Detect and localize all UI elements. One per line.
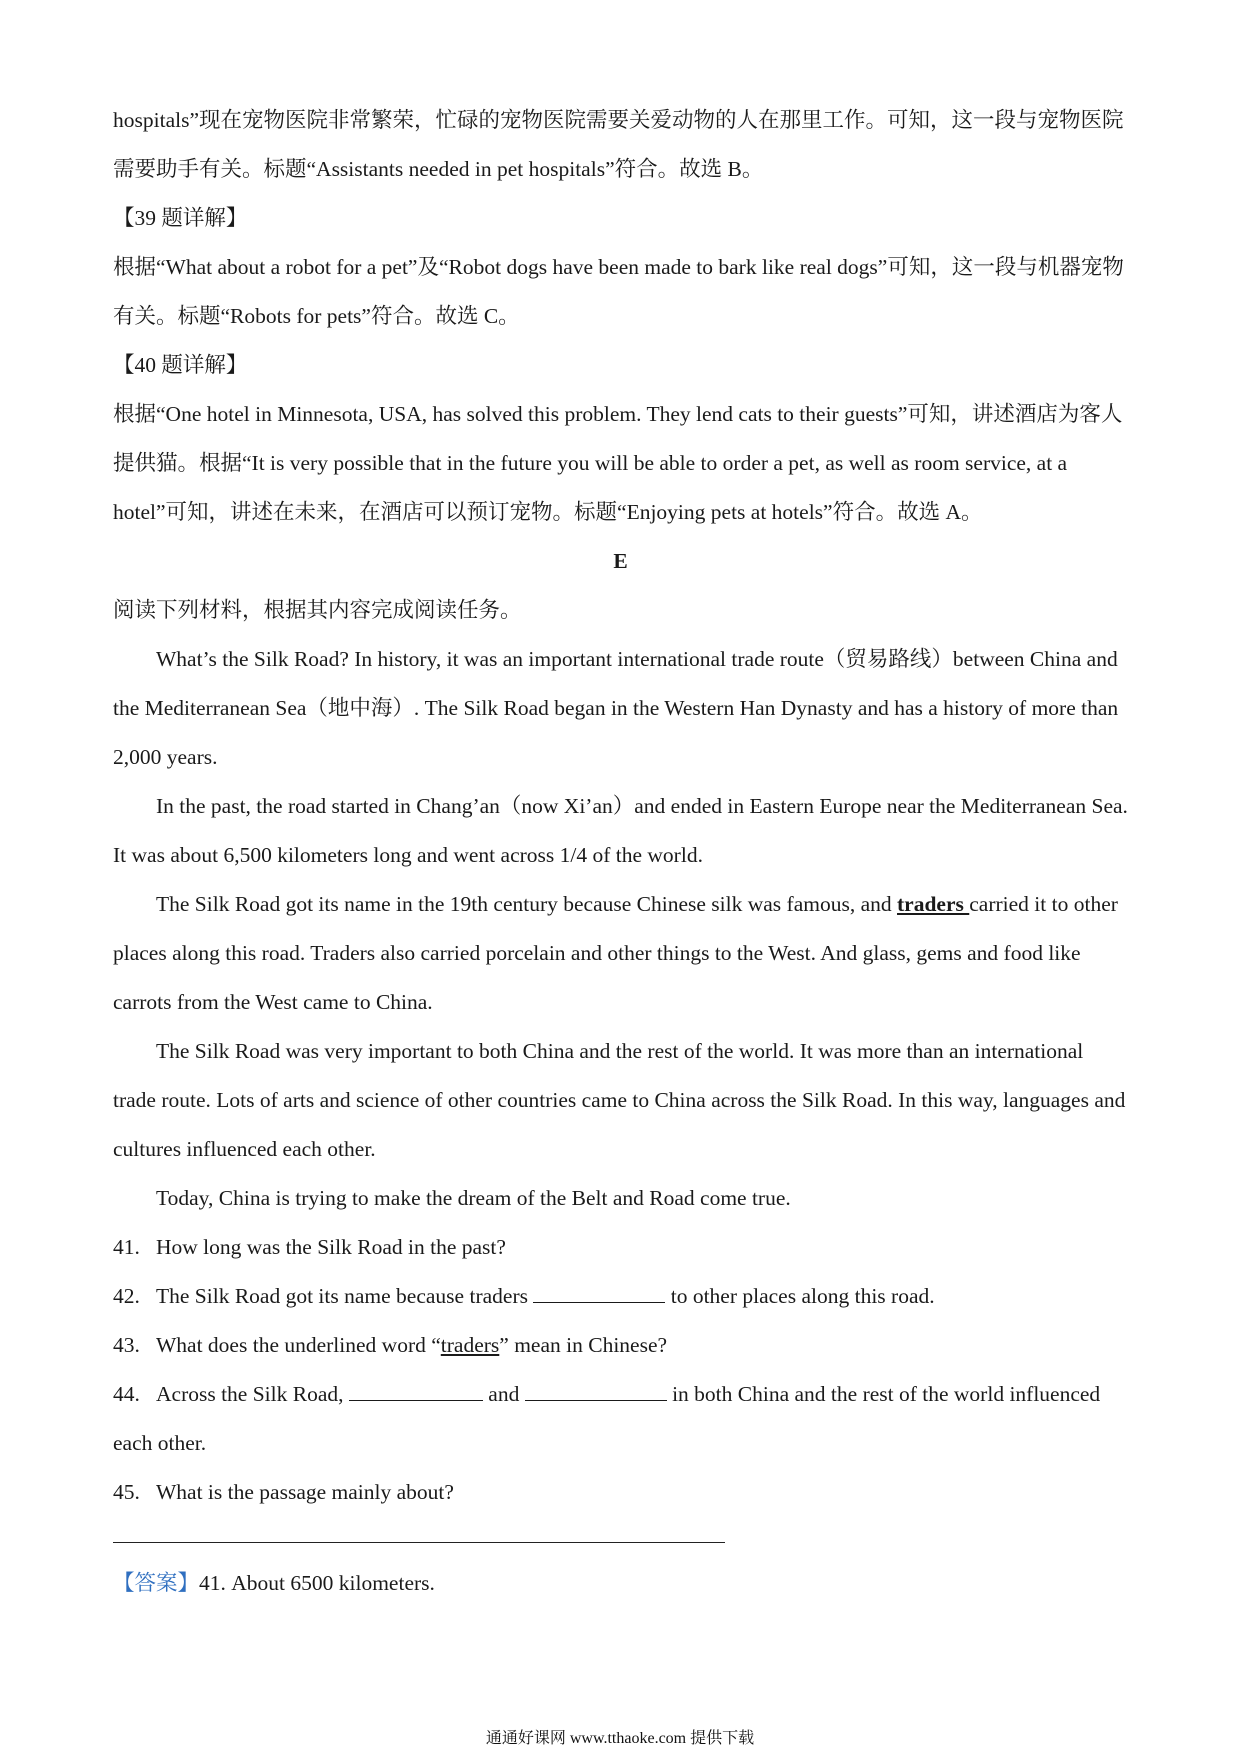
question-text-after: to other places along this road. — [665, 1284, 935, 1308]
answer-text: 41. About 6500 kilometers. — [199, 1571, 435, 1595]
question-text: What is the passage mainly about? — [156, 1480, 454, 1504]
q40-explanation: 根据“One hotel in Minnesota, USA, has solved this problem. They lend cats to their guests”可知，讲述酒店为客人提供猫。根据“It is very possible that in the future you will be able to order a pet, as well as room service, at a hotel”可知，讲述在未来，在酒店可以预订宠物。标题“Enjoying pets at hotels”符合。故选 A。 — [113, 402, 1123, 524]
question-text-before: What does the underlined word “ — [156, 1333, 441, 1357]
underlined-word-traders: traders — [897, 892, 970, 916]
question-text-mid: and — [482, 1382, 525, 1406]
question-44 — [113, 1370, 1128, 1468]
answer-blank — [533, 1284, 665, 1303]
underlined-word: traders — [440, 1333, 500, 1357]
answer-tag: 【答案】 — [113, 1571, 200, 1595]
question-43 — [113, 1321, 1128, 1370]
question-text-after: in both China and the rest of the world influenced each other. — [113, 1382, 1101, 1455]
answer-line — [113, 1559, 435, 1608]
question-41 — [113, 1223, 1128, 1272]
question-45 — [113, 1468, 1128, 1517]
answer-blank-2 — [525, 1382, 667, 1401]
paragraph-3-text-after: carried it to other places along this road. Traders also carried porcelain and other things to the West. And glass, gems and food like carrots from the West came to China. — [113, 892, 1118, 1014]
question-number: 43. — [113, 1333, 140, 1357]
passage-paragraph-5: Today, China is trying to make the dream of the Belt and Road come true. — [156, 1186, 791, 1210]
page-footer: 通通好课网 www.tthaoke.com 提供下载 — [485, 1730, 755, 1747]
question-text: How long was the Silk Road in the past? — [156, 1235, 506, 1259]
paragraph-3-text-before: The Silk Road got its name in the 19th century because Chinese silk was famous, and — [156, 892, 898, 916]
question-text-after: ” mean in Chinese? — [499, 1333, 668, 1357]
question-number: 42. — [113, 1284, 140, 1308]
q39-header: 【39 题详解】 — [113, 206, 248, 230]
passage-paragraph-4: The Silk Road was very important to both China and the rest of the world. It was more than an international trade route. Lots of arts and science of other countries came to China across the Silk Road. In this way, languages and cultures influenced each other. — [113, 1039, 1126, 1161]
passage-paragraph-1: What’s the Silk Road? In history, it was an important international trade route（贸易路线）between China and the Mediterranean Sea（地中海）. The Silk Road began in the Western Han Dynasty and has a history of more than 2,000 years. — [113, 647, 1119, 769]
section-title: E — [613, 549, 628, 573]
question-text-before: The Silk Road got its name because traders — [156, 1284, 534, 1308]
question-text-before: Across the Silk Road, — [156, 1382, 349, 1406]
question-number: 45. — [113, 1480, 140, 1504]
question-text — [156, 1321, 667, 1370]
divider-line — [113, 1542, 725, 1543]
reading-instruction: 阅读下列材料，根据其内容完成阅读任务。 — [113, 598, 522, 622]
question-number: 44. — [113, 1382, 140, 1406]
answer-blank-1 — [349, 1382, 483, 1401]
document-body — [113, 96, 1128, 1517]
passage-paragraph-2: In the past, the road started in Chang’an（now Xi’an）and ended in Eastern Europe near the Mediterranean Sea. It was about 6,500 kilometers long and went across 1/4 of the world. — [113, 794, 1128, 867]
passage-paragraph-3 — [113, 880, 1128, 1027]
q40-header: 【40 题详解】 — [113, 353, 248, 377]
question-number: 41. — [113, 1235, 140, 1259]
question-42 — [113, 1272, 1128, 1321]
q39-explanation: 根据“What about a robot for a pet”及“Robot dogs have been made to bark like real dogs”可知，这一段与机器宠物有关。标题“Robots for pets”符合。故选 C。 — [113, 255, 1124, 328]
q38-explanation-continued: hospitals”现在宠物医院非常繁荣，忙碌的宠物医院需要关爱动物的人在那里工作。可知，这一段与宠物医院需要助手有关。标题“Assistants needed in pet hospitals”符合。故选 B。 — [113, 108, 1124, 181]
question-text — [156, 1272, 935, 1321]
